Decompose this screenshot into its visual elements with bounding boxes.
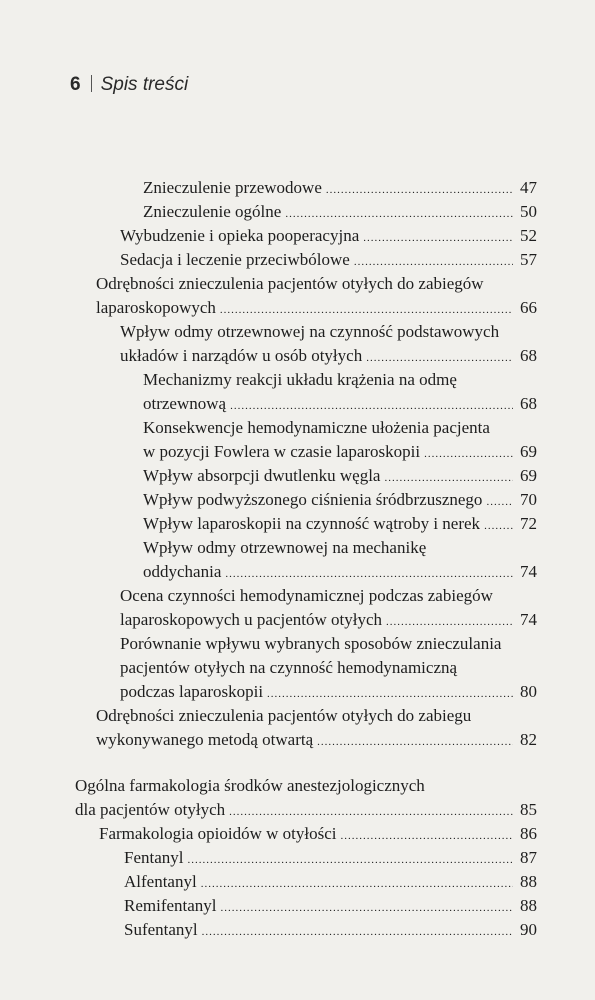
toc-entry <box>124 872 537 894</box>
dot-leader <box>326 178 513 200</box>
toc-entry-text: laparoskopowych u pacjentów otyłych <box>120 610 383 629</box>
dot-leader <box>424 442 513 464</box>
toc-entry-text: Sufentanyl <box>124 920 198 939</box>
toc-entry-text: Farmakologia opioidów w otyłości <box>99 824 337 843</box>
toc-entry-page: 88 <box>520 872 537 891</box>
toc-entry-text: Znieczulenie przewodowe <box>143 178 322 197</box>
toc-entry-text: laparoskopowych <box>96 298 216 317</box>
toc-entry-text: Wpływ odmy otrzewnowej na czynność podstawowych <box>120 322 500 341</box>
toc-entry-text: podczas laparoskopii <box>120 682 264 701</box>
dot-leader <box>317 730 513 752</box>
toc-entry-page: 68 <box>520 394 537 413</box>
toc-entry-text: wykonywanego metodą otwartą <box>96 730 314 749</box>
toc-entry-text: Wpływ laparoskopii na czynność wątroby i nerek <box>143 514 481 533</box>
toc-entry-text: Porównanie wpływu wybranych sposobów znieczulania <box>120 634 502 653</box>
dot-leader <box>225 562 513 584</box>
toc-entry-text: oddychania <box>143 562 222 581</box>
toc-entry-text: Odrębności znieczulenia pacjentów otyłych do zabiegów <box>96 274 484 293</box>
toc-entry-text: dla pacjentów otyłych <box>75 800 226 819</box>
toc-entry-page: 69 <box>520 442 537 461</box>
dot-leader <box>384 466 513 488</box>
toc-entry <box>120 610 537 632</box>
toc-entry <box>96 298 537 320</box>
toc-entry-text: Fentanyl <box>124 848 184 867</box>
toc-entry-text: pacjentów otyłych na czynność hemodynamiczną <box>120 658 458 677</box>
dot-leader <box>202 920 513 942</box>
toc-entry-text: w pozycji Fowlera w czasie laparoskopii <box>143 442 421 461</box>
dot-leader <box>201 872 513 894</box>
toc-entry <box>143 466 537 488</box>
toc-entry-page: 85 <box>520 800 537 819</box>
toc-entry <box>75 800 537 822</box>
toc-entry-text: Sedacja i leczenie przeciwbólowe <box>120 250 350 269</box>
toc-entry <box>143 514 537 536</box>
page-number: 6 <box>70 74 81 95</box>
toc-entry-text: układów i narządów u osób otyłych <box>120 346 363 365</box>
dot-leader <box>486 490 513 512</box>
toc-entry-page: 86 <box>520 824 537 843</box>
toc-entry-page: 47 <box>520 178 537 197</box>
toc-entry-page: 90 <box>520 920 537 939</box>
toc-entry-page: 74 <box>520 610 537 629</box>
dot-leader <box>188 848 514 870</box>
toc-entry-text: Ocena czynności hemodynamicznej podczas zabiegów <box>120 586 493 605</box>
toc-entry <box>99 824 537 846</box>
toc-entry-text: Ogólna farmakologia środków anestezjologicznych <box>75 776 425 795</box>
toc-entry-page: 66 <box>520 298 537 317</box>
dot-leader <box>484 514 513 536</box>
dot-leader <box>354 250 513 272</box>
toc-entry <box>124 920 537 942</box>
toc-entry <box>143 490 537 512</box>
toc-entry <box>143 394 537 416</box>
toc-entry-text: Mechanizmy reakcji układu krążenia na odmę <box>143 370 457 389</box>
toc-entry-page: 57 <box>520 250 537 269</box>
toc-entry <box>143 562 537 584</box>
toc-entry-text: Konsekwencje hemodynamiczne ułożenia pacjenta <box>143 418 490 437</box>
toc-entry-text: Remifentanyl <box>124 896 217 915</box>
toc-entry <box>143 202 537 224</box>
toc-entry <box>124 896 537 918</box>
dot-leader <box>341 824 513 846</box>
toc-entry <box>143 178 537 200</box>
toc-entry-text: Wpływ absorpcji dwutlenku węgla <box>143 466 381 485</box>
toc-entry-text: Wybudzenie i opieka pooperacyjna <box>120 226 360 245</box>
toc-entry-text: otrzewnową <box>143 394 227 413</box>
toc-entry-page: 68 <box>520 346 537 365</box>
dot-leader <box>363 226 513 248</box>
toc-entry-page: 80 <box>520 682 537 701</box>
toc-entry <box>120 250 537 272</box>
toc-entry <box>120 226 537 248</box>
toc-entry-page: 88 <box>520 896 537 915</box>
toc-entry-text: Wpływ podwyższonego ciśnienia śródbrzusznego <box>143 490 483 509</box>
toc-entry-page: 50 <box>520 202 537 221</box>
dot-leader <box>229 800 513 822</box>
toc-entry <box>96 730 537 752</box>
dot-leader <box>267 682 513 704</box>
section-title: Spis treści <box>100 74 189 95</box>
toc-entry-text: Znieczulenie ogólne <box>143 202 282 221</box>
dot-leader <box>230 394 513 416</box>
dot-leader <box>221 896 513 918</box>
toc-entry-text: Wpływ odmy otrzewnowej na mechanikę <box>143 538 427 557</box>
toc-entry <box>120 346 537 368</box>
toc-entry-page: 87 <box>520 848 537 867</box>
dot-leader <box>366 346 513 368</box>
dot-leader <box>386 610 513 632</box>
toc-entry-page: 69 <box>520 466 537 485</box>
dot-leader <box>285 202 513 224</box>
toc-entry-text: Odrębności znieczulenia pacjentów otyłych do zabiegu <box>96 706 472 725</box>
toc-entry <box>120 682 537 704</box>
toc-entry <box>124 848 537 870</box>
toc-entry <box>143 442 537 464</box>
toc-entry-text: Alfentanyl <box>124 872 197 891</box>
toc-entry-page: 52 <box>520 226 537 245</box>
dot-leader <box>220 298 513 320</box>
toc-entry-page: 74 <box>520 562 537 581</box>
toc-entry-page: 72 <box>520 514 537 533</box>
toc-entry-page: 82 <box>520 730 537 749</box>
toc-entry-page: 70 <box>520 490 537 509</box>
